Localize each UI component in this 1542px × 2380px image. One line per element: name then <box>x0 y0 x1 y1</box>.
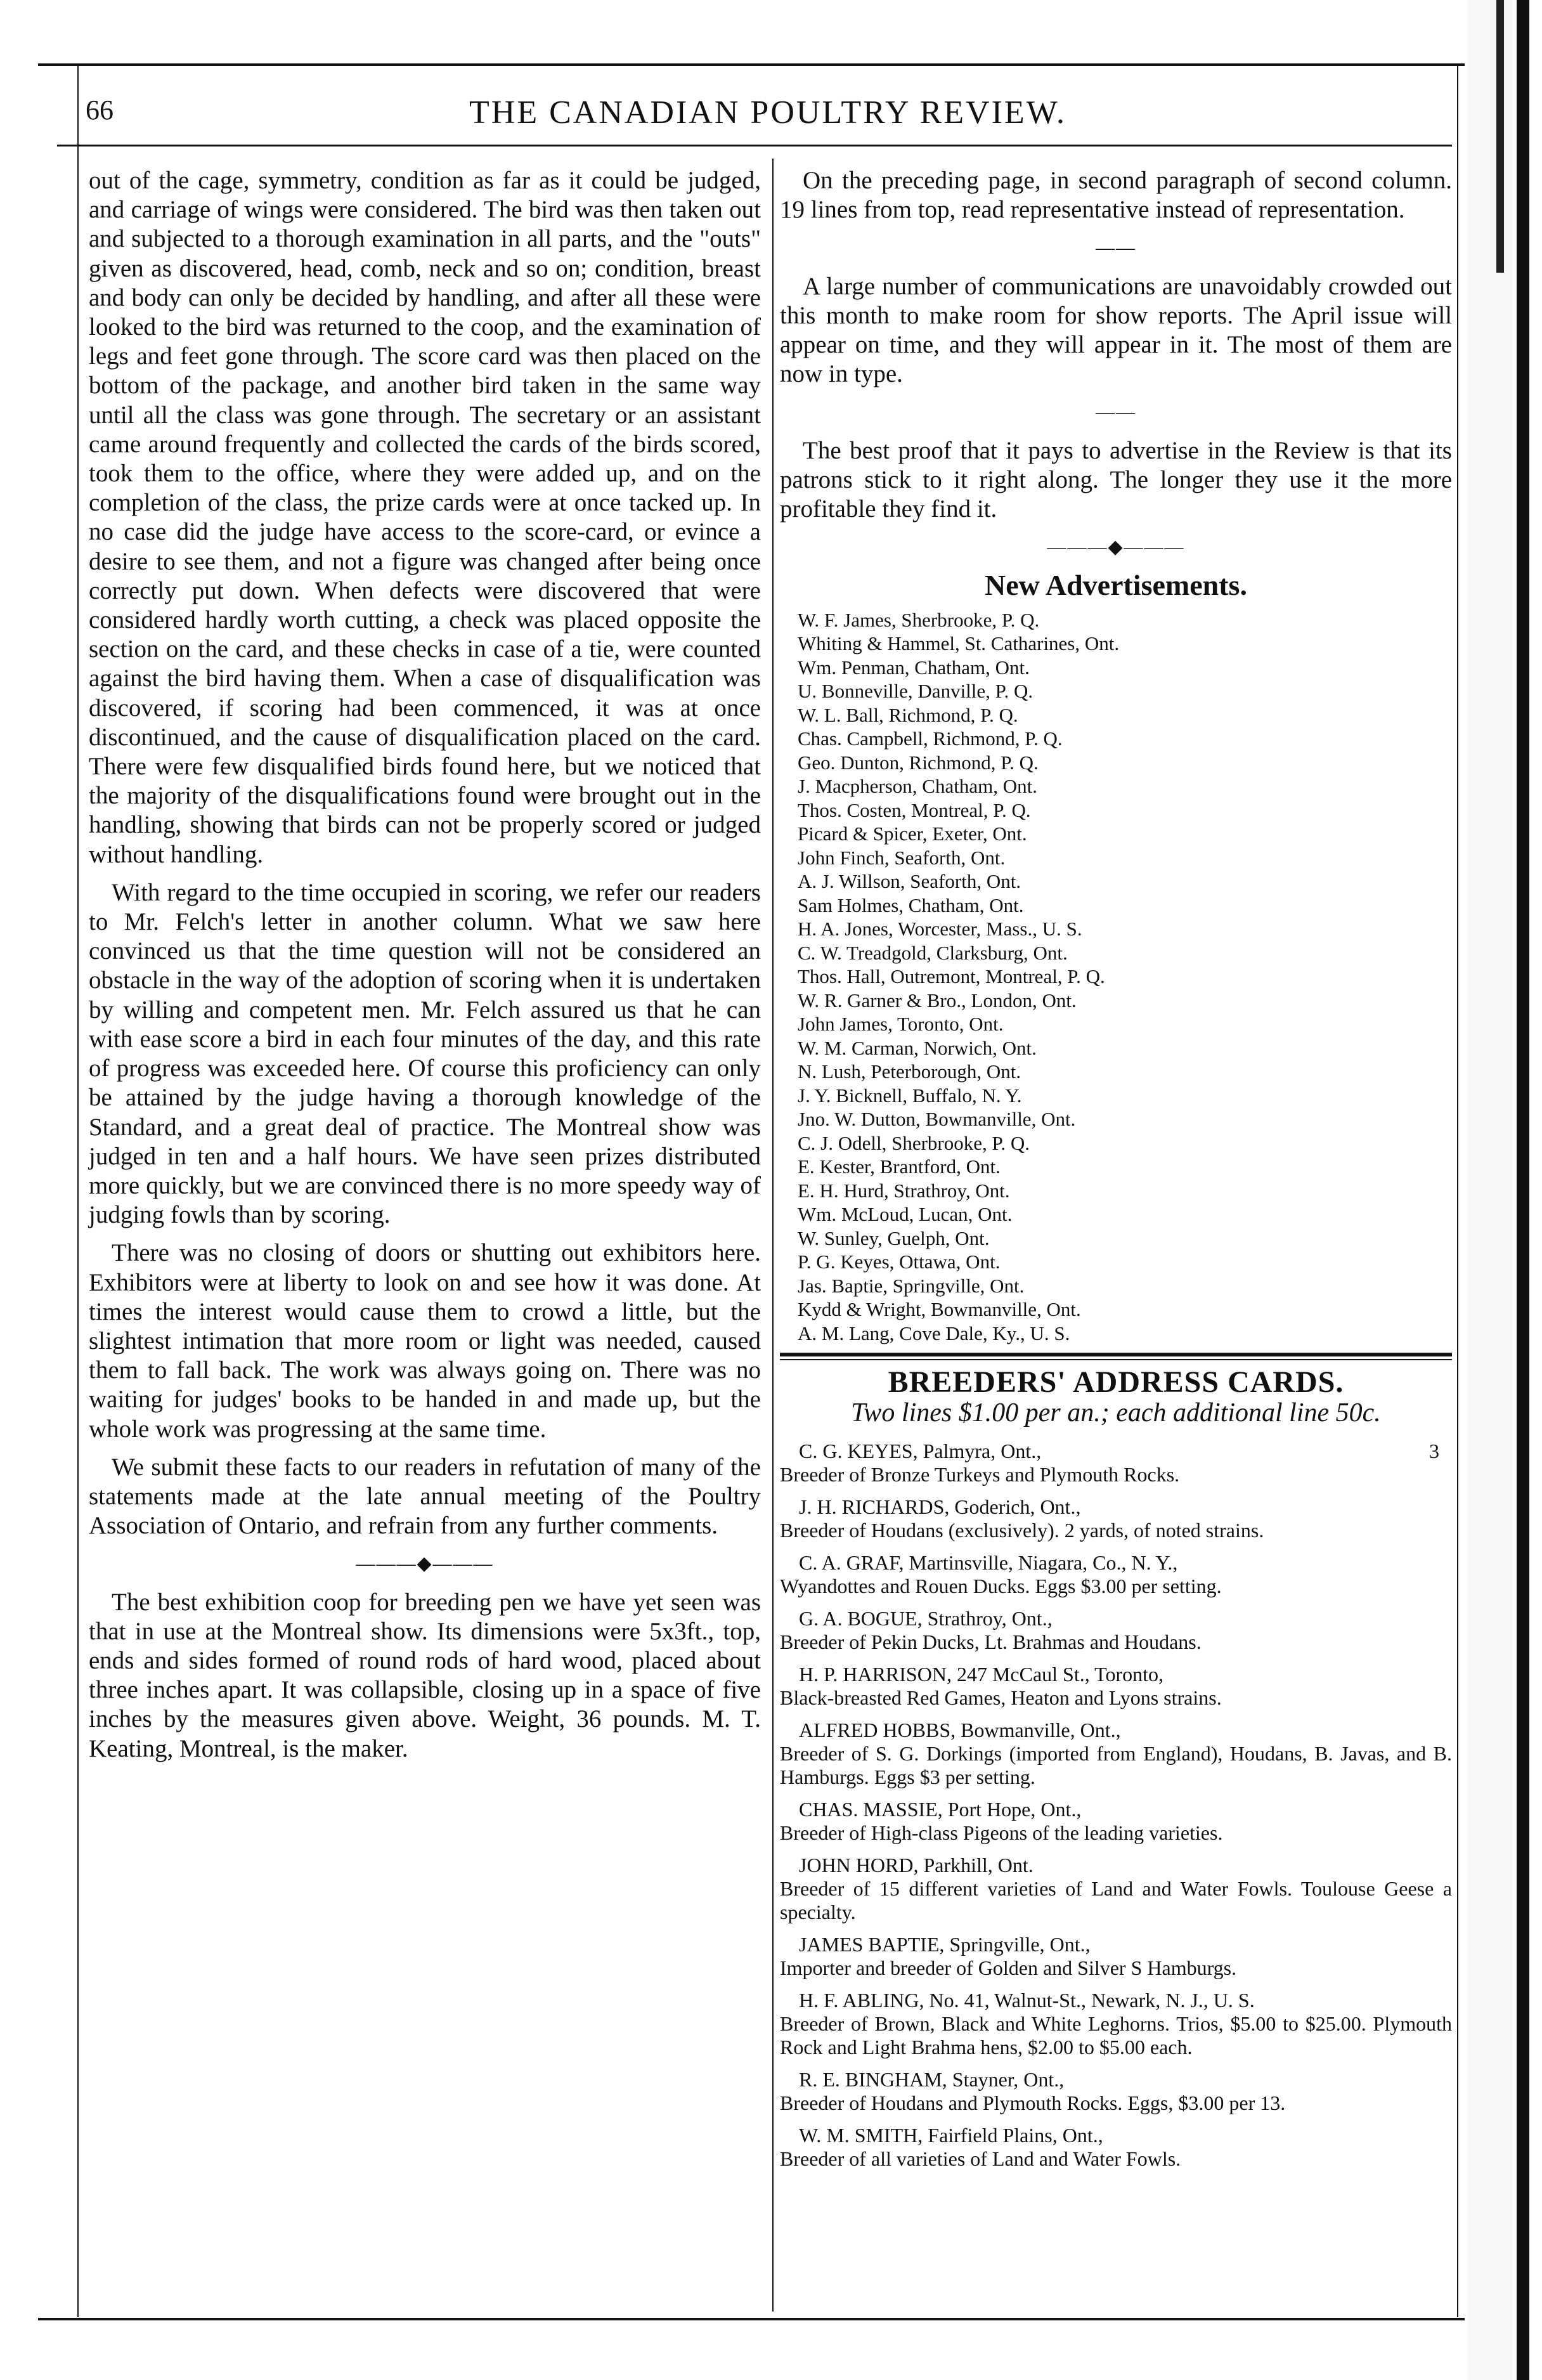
list-item: Sam Holmes, Chatham, Ont. <box>798 894 1024 916</box>
breeder-name: R. E. BINGHAM, Stayner, Ont., <box>799 2067 1065 2091</box>
article-paragraph: out of the cage, symmetry, condition as far as it could be judged, and carriage of wings were considered. The bird was then taken out and subjected to a thorough examination in all parts, and the "outs" given as discovered, head, comb, neck and so on; condition, breast and body can only be decided by handling, and after all these were looked to the bird was returned to the coop, and the examination of legs and feet gone through. The score card was then placed on the bottom of the package, and another bird taken in the same way until all the class was gone through. The secretary or an assistant came around frequently and collected the cards of the birds scored, took them to the office, where they were added up, and on the completion of the class, the prize cards were at once tacked up. In no case did the judge have access to the score-card, or evince a desire to see them, and not a figure was changed after being once correctly put down. When defects were discovered that were considered hardly worth cutting, a check was placed opposite the section on the card, and these checks in case of a tie, were counted against the bird having them. When a case of disqualification was discovered, if scoring had been commenced, it was at once discontinued, and the cause of disqualification placed on the card. There were few disqualified birds found here, but we noticed that the majority of the disqualifications found were brought out in the handling, showing that birds can not be properly scored or judged without handling. <box>89 167 761 868</box>
breeder-description: Breeder of Houdans (exclusively). 2 yards, of noted strains. <box>780 1518 1264 1542</box>
list-item: C. J. Odell, Sherbrooke, P. Q. <box>798 1131 1030 1154</box>
section-divider: ———◆——— <box>356 1553 494 1575</box>
list-item: E. H. Hurd, Strathroy, Ont. <box>798 1179 1010 1202</box>
breeder-card <box>780 2068 1452 2115</box>
article-paragraph: We submit these facts to our readers in refutation of many of the statements made at the late annual meeting of the Poultry Association of Ontario, and refrain from any further comments. <box>89 1453 761 1540</box>
article-paragraph: There was no closing of doors or shutting out exhibitors here. Exhibitors were at liberty to look on and see how it was done. At times the interest would cause them to crowd a little, but the slightest intimation that more room or light was needed, caused them to fall back. The work was always going on. There was no waiting for judges' books to be handed in and made up, but the whole work was progressing at the same time. <box>89 1239 761 1443</box>
breeder-description: Wyandottes and Rouen Ducks. Eggs $3.00 per setting. <box>780 1574 1222 1597</box>
list-item: W. L. Ball, Richmond, P. Q. <box>798 703 1018 726</box>
breeder-name: H. F. ABLING, No. 41, Walnut-St., Newark, N. J., U. S. <box>799 1988 1255 2012</box>
top-border-rule <box>38 63 1465 66</box>
list-item: W. Sunley, Guelph, Ont. <box>798 1226 990 1249</box>
left-border-rule <box>77 66 79 2317</box>
breeders-cards-heading: BREEDERS' ADDRESS CARDS. <box>888 1365 1344 1400</box>
card-number: 3 <box>1429 1439 1439 1462</box>
list-item: Wm. Penman, Chatham, Ont. <box>798 656 1030 679</box>
right-column <box>780 166 1452 2180</box>
breeder-card <box>780 2124 1452 2171</box>
breeder-description: Breeder of High-class Pigeons of the leading varieties. <box>780 1821 1223 1844</box>
list-item: C. W. Treadgold, Clarksburg, Ont. <box>798 941 1068 964</box>
list-item: Kydd & Wright, Bowmanville, Ont. <box>798 1298 1081 1321</box>
list-item: Chas. Campbell, Richmond, P. Q. <box>798 727 1063 750</box>
list-item: Wm. McLoud, Lucan, Ont. <box>798 1203 1013 1226</box>
list-item: P. G. Keyes, Ottawa, Ont. <box>798 1251 1001 1273</box>
list-item: J. Y. Bicknell, Buffalo, N. Y. <box>798 1084 1022 1107</box>
breeder-name: JAMES BAPTIE, Springville, Ont., <box>799 1932 1091 1956</box>
breeder-card <box>780 1495 1452 1542</box>
list-item: Thos. Costen, Montreal, P. Q. <box>798 798 1031 821</box>
list-item: H. A. Jones, Worcester, Mass., U. S. <box>798 918 1082 940</box>
article-paragraph: With regard to the time occupied in scoring, we refer our readers to Mr. Felch's letter in another column. What we saw here convinced us that the time question will not be considered an obstacle in the way of the adoption of scoring when it is undertaken by willing and competent men. Mr. Felch assured us that he can with ease score a bird in each four minutes of the day, and this rate of progress was exceeded here. Of course this proficiency can only be attained by the judge having a thorough knowledge of the Standard, and a great deal of practice. The Montreal show was judged in ten and a half hours. We have seen prizes distributed more quickly, but we are convinced there is no more speedy way of judging fowls than by scoring. <box>89 878 761 1229</box>
new-advertisements-heading: New Advertisements. <box>985 569 1247 602</box>
notice-paragraph: The best proof that it pays to advertise in the Review is that its patrons stick to it right along. The longer they use it the more profitable they find it. <box>780 436 1452 523</box>
list-item: Picard & Spicer, Exeter, Ont. <box>798 823 1027 845</box>
breeder-description: Breeder of all varieties of Land and Water Fowls. <box>780 2147 1181 2170</box>
list-item: A. J. Willson, Seaforth, Ont. <box>798 870 1021 893</box>
list-item: Thos. Hall, Outremont, Montreal, P. Q. <box>798 965 1105 988</box>
section-divider: ———◆——— <box>1047 536 1185 558</box>
breeder-description: Breeder of Bronze Turkeys and Plymouth Rocks. <box>780 1462 1180 1486</box>
notice-dash: —— <box>1096 237 1136 259</box>
breeder-card <box>780 1854 1452 1924</box>
section-rule <box>780 1353 1452 1356</box>
list-item: W. R. Garner & Bro., London, Ont. <box>798 989 1077 1011</box>
breeder-name: G. A. BOGUE, Strathroy, Ont., <box>799 1606 1053 1630</box>
new-advertisements-list <box>798 608 1452 1346</box>
list-item: Jas. Baptie, Springville, Ont. <box>798 1274 1025 1297</box>
breeder-description: Breeder of 15 different varieties of Land and Water Fowls. Toulouse Geese a specialty. <box>780 1876 1452 1923</box>
breeder-name: J. H. RICHARDS, Goderich, Ont., <box>799 1495 1081 1518</box>
article-paragraph: The best exhibition coop for breeding pen we have yet seen was that in use at the Montreal show. Its dimensions were 5x3ft., top, ends and sides formed of round rods of hard wood, placed about three inches apart. It was collapsible, closing up in a space of five inches by the measures given above. Weight, 36 pounds. M. T. Keating, Montreal, is the maker. <box>89 1588 761 1762</box>
list-item: W. F. James, Sherbrooke, P. Q. <box>798 608 1040 631</box>
breeder-description: Breeder of S. G. Dorkings (imported from England), Houdans, B. Javas, and B. Hamburgs. Eggs $3 per setting. <box>780 1741 1452 1788</box>
breeder-name: W. M. SMITH, Fairfield Plains, Ont., <box>799 2123 1103 2147</box>
section-rule <box>780 1359 1452 1360</box>
breeder-description: Breeder of Houdans and Plymouth Rocks. Eggs, $3.00 per 13. <box>780 2091 1286 2114</box>
list-item: Whiting & Hammel, St. Catharines, Ont. <box>798 632 1120 655</box>
breeder-card <box>780 1719 1452 1789</box>
breeders-rates: Two lines $1.00 per an.; each additional line 50c. <box>851 1398 1381 1428</box>
breeder-name: H. P. HARRISON, 247 McCaul St., Toronto, <box>799 1662 1163 1686</box>
breeder-name: C. A. GRAF, Martinsville, Niagara, Co., N. Y., <box>799 1551 1178 1574</box>
notice-paragraph: A large number of communications are unavoidably crowded out this month to make room for show reports. The April issue will appear on time, and they will appear in it. The most of them are now in type. <box>780 272 1452 388</box>
breeder-name: JOHN HORD, Parkhill, Ont. <box>799 1853 1033 1876</box>
list-item: John James, Toronto, Ont. <box>798 1013 1004 1036</box>
breeder-card <box>780 1607 1452 1654</box>
binding-edge <box>1517 0 1529 2380</box>
list-item: J. Macpherson, Chatham, Ont. <box>798 775 1037 798</box>
list-item: U. Bonneville, Danville, P. Q. <box>798 680 1033 703</box>
breeder-description: Breeder of Brown, Black and White Leghorns. Trios, $5.00 to $25.00. Plymouth Rock and Light Brahma hens, $2.00 to $5.00 each. <box>780 2012 1452 2058</box>
page-title: THE CANADIAN POULTRY REVIEW. <box>469 94 1066 131</box>
list-item: N. Lush, Peterborough, Ont. <box>798 1060 1021 1083</box>
list-item: E. Kester, Brantford, Ont. <box>798 1155 1001 1178</box>
column-divider <box>772 159 774 2312</box>
list-item: Jno. W. Dutton, Bowmanville, Ont. <box>798 1108 1076 1131</box>
page-number: 66 <box>86 94 113 126</box>
list-item: Geo. Dunton, Richmond, P. Q. <box>798 751 1039 774</box>
breeder-card <box>780 1989 1452 2059</box>
breeder-description: Black-breasted Red Games, Heaton and Lyons strains. <box>780 1686 1222 1709</box>
right-border-rule <box>1457 66 1458 2317</box>
bottom-border-rule <box>38 2318 1465 2320</box>
notice-paragraph: On the preceding page, in second paragraph of second column. 19 lines from top, read representative instead of representation. <box>780 167 1452 224</box>
breeder-card <box>780 1798 1452 1845</box>
adjacent-page-edge <box>1468 0 1512 2380</box>
notice-dash: —— <box>1096 401 1136 423</box>
breeder-card <box>780 1933 1452 1980</box>
breeder-description: Breeder of Pekin Ducks, Lt. Brahmas and Houdans. <box>780 1630 1202 1653</box>
breeder-description: Importer and breeder of Golden and Silver S Hamburgs. <box>780 1956 1237 1979</box>
breeder-card <box>780 1663 1452 1710</box>
breeder-name: CHAS. MASSIE, Port Hope, Ont., <box>799 1797 1082 1821</box>
list-item: W. M. Carman, Norwich, Ont. <box>798 1036 1037 1059</box>
binding-shadow <box>1496 0 1504 273</box>
list-item: A. M. Lang, Cove Dale, Ky., U. S. <box>798 1322 1070 1344</box>
breeder-name: ALFRED HOBBS, Bowmanville, Ont., <box>799 1718 1121 1741</box>
breeder-name: C. G. KEYES, Palmyra, Ont., <box>799 1439 1042 1462</box>
list-item: John Finch, Seaforth, Ont. <box>798 846 1006 869</box>
breeder-card <box>780 1551 1452 1598</box>
header-rule <box>57 145 1452 146</box>
left-column <box>89 166 761 1772</box>
breeder-card <box>780 1440 1452 1486</box>
